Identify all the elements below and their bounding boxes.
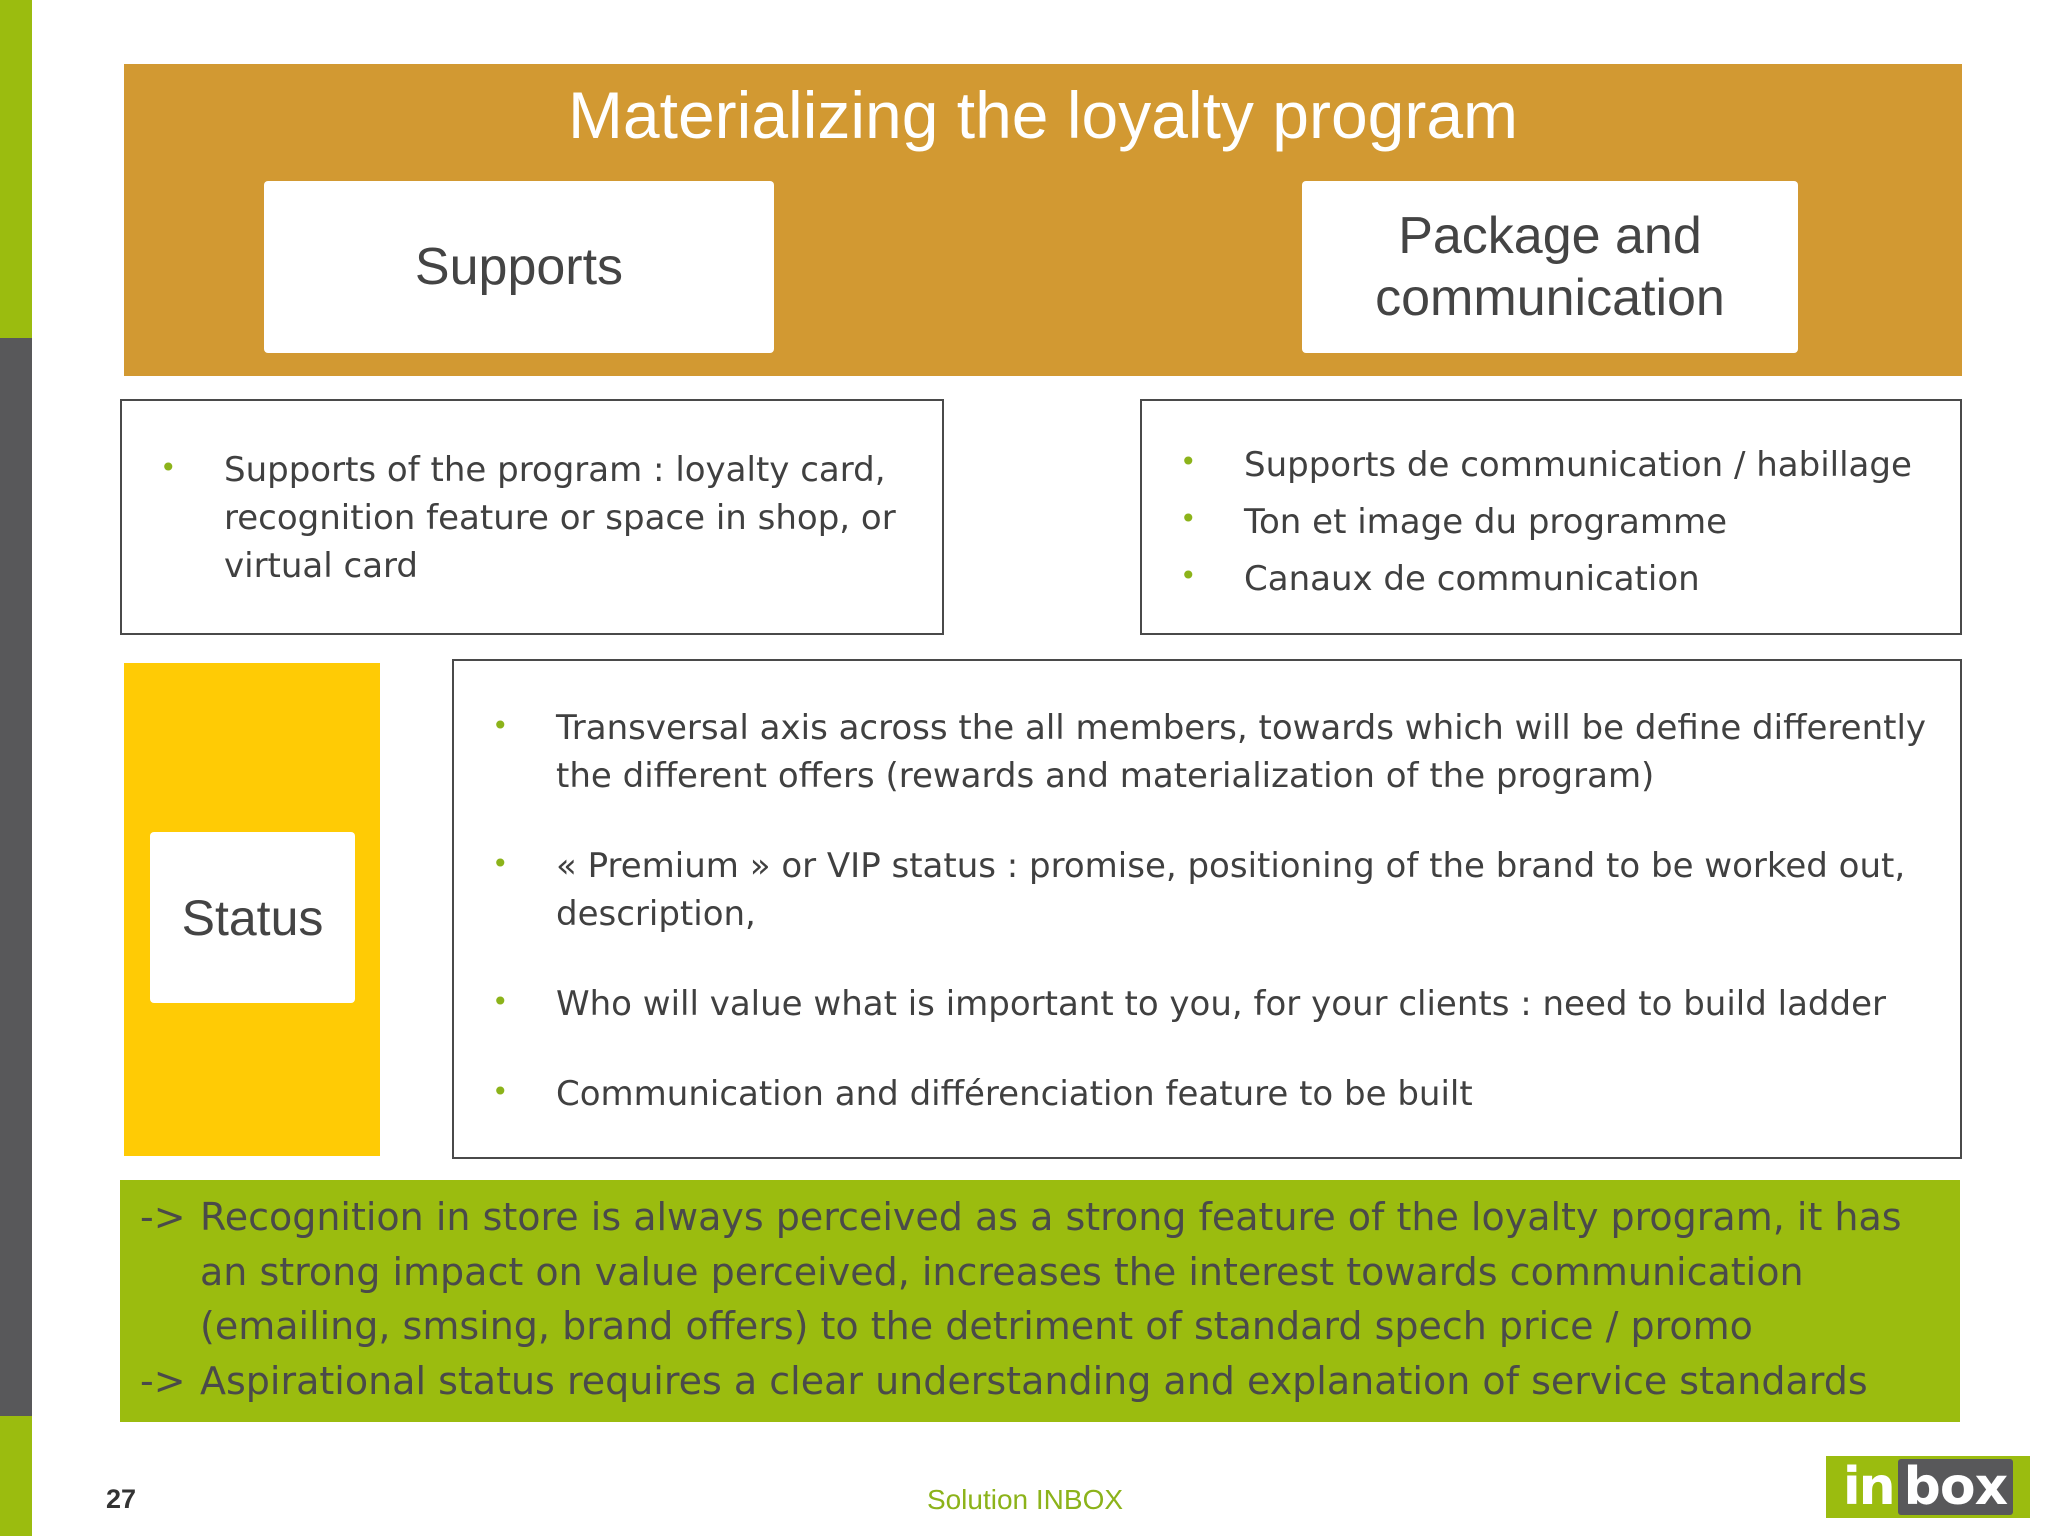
bullet-text: Supports de communication / habillage bbox=[1244, 445, 1912, 485]
logo-box-text: box bbox=[1898, 1459, 2014, 1515]
bullet-icon: • bbox=[492, 847, 509, 880]
package-label-line-2: communication bbox=[1375, 269, 1725, 327]
list-item bbox=[492, 980, 1942, 1028]
page-number: 27 bbox=[106, 1484, 137, 1514]
bullet-icon: • bbox=[492, 985, 509, 1018]
bullet-icon: • bbox=[1180, 445, 1197, 478]
package-bullet-list bbox=[1180, 437, 1950, 608]
package-label-box bbox=[1302, 181, 1798, 353]
supports-bullet-list bbox=[160, 446, 920, 590]
bullet-text: « Premium » or VIP status : promise, positioning of the brand to be worked out, description, bbox=[556, 846, 1906, 934]
list-item bbox=[1180, 437, 1950, 494]
package-label-line-1: Package and bbox=[1398, 207, 1702, 265]
list-item bbox=[492, 704, 1942, 800]
bullet-icon: • bbox=[492, 709, 509, 742]
bullet-text: Supports of the program : loyalty card, recognition feature or space in shop, or virtual card bbox=[224, 450, 896, 586]
left-accent-bar-middle bbox=[0, 338, 32, 1416]
list-item bbox=[1180, 551, 1950, 608]
bullet-text: Transversal axis across the all members, towards which will be define differently the different offers (rewards and materialization of the program) bbox=[556, 708, 1927, 796]
bullet-icon: • bbox=[160, 451, 177, 484]
bullet-icon: • bbox=[1180, 559, 1197, 592]
list-item bbox=[492, 842, 1942, 938]
bullet-text: Ton et image du programme bbox=[1244, 502, 1728, 542]
footer-label: Solution INBOX bbox=[926, 1484, 1124, 1515]
list-item bbox=[1180, 494, 1950, 551]
supports-label: Supports bbox=[414, 238, 624, 296]
logo-in-text: in bbox=[1842, 1457, 1894, 1517]
conclusion-line bbox=[140, 1354, 1940, 1409]
list-item bbox=[160, 446, 920, 590]
inbox-logo bbox=[1826, 1456, 2030, 1518]
list-item bbox=[492, 1070, 1942, 1118]
conclusion-text bbox=[140, 1190, 1940, 1408]
status-label-box bbox=[150, 832, 355, 1003]
conclusion-line-text: Recognition in store is always perceived as a strong feature of the loyalty program, it has an strong impact on value perceived, increases the interest towards communication (emailing, smsing, brand offers) to the detriment of standard spech price / promo bbox=[200, 1195, 1902, 1348]
supports-label-box bbox=[264, 181, 774, 353]
status-label: Status bbox=[181, 889, 324, 946]
conclusion-line-text: Aspirational status requires a clear understanding and explanation of service standards bbox=[200, 1358, 1868, 1403]
status-bullet-list bbox=[492, 704, 1942, 1160]
bullet-text: Who will value what is important to you, for your clients : need to build ladder bbox=[556, 984, 1886, 1024]
left-accent-bar-bottom bbox=[0, 1416, 32, 1536]
conclusion-line bbox=[140, 1190, 1940, 1354]
bullet-icon: • bbox=[492, 1075, 509, 1108]
arrow-icon: -> bbox=[140, 1195, 186, 1239]
left-accent-bar-top bbox=[0, 0, 32, 338]
arrow-icon: -> bbox=[140, 1358, 186, 1403]
bullet-text: Communication and différenciation feature to be built bbox=[556, 1074, 1473, 1114]
bullet-text: Canaux de communication bbox=[1244, 559, 1700, 599]
page-title: Materializing the loyalty program bbox=[567, 78, 1519, 152]
bullet-icon: • bbox=[1180, 502, 1197, 535]
